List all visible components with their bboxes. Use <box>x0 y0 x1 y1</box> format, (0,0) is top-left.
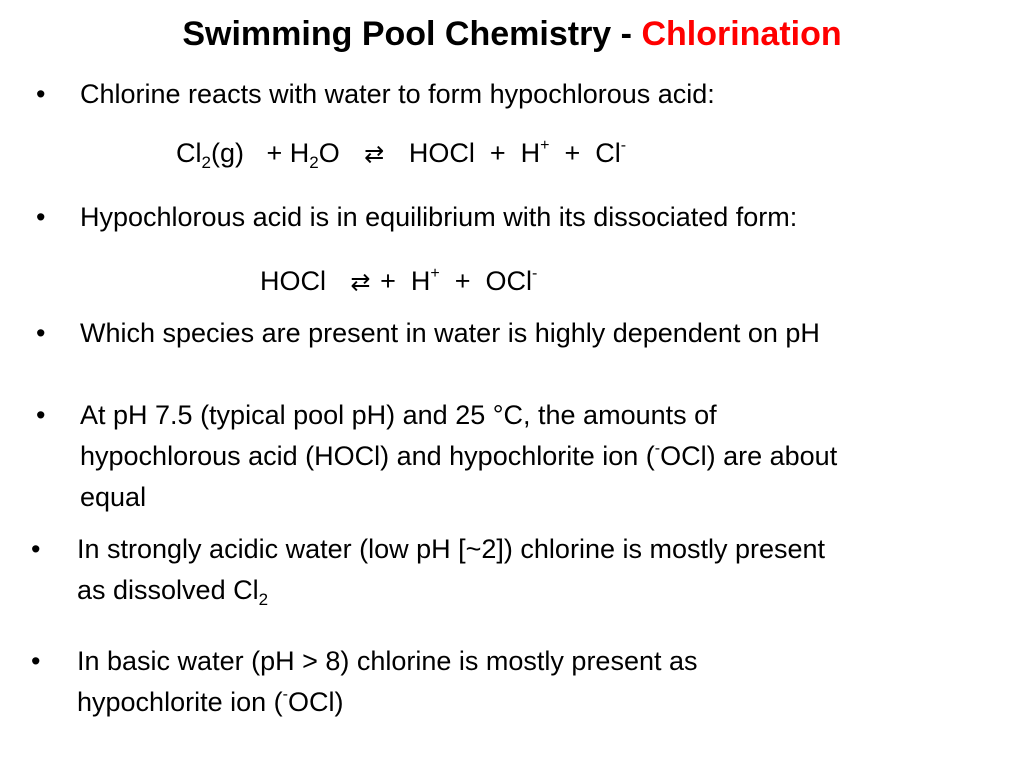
bullet-text-line1: In strongly acidic water (low pH [~2]) chlorine is mostly present <box>77 534 826 564</box>
bullet-text-line2 <box>77 570 268 611</box>
b6-line2-b: OCl) <box>287 687 344 717</box>
b5-line2: as dissolved Cl <box>77 575 259 605</box>
eq2-rhs1: + H <box>372 266 431 296</box>
bullet-text: Hypochlorous acid is in equilibrium with its dissociated form: <box>80 202 798 232</box>
bullet-text-line1: In basic water (pH > 8) chlorine is mostly present as <box>77 646 698 676</box>
eq1-cl-sub: 2 <box>201 153 211 172</box>
eq1-h-sub: 2 <box>309 153 319 172</box>
b4-line2-a: hypochlorous acid (HOCl) and hypochlorite ion ( <box>80 441 655 471</box>
title-accent: Chlorination <box>641 15 842 53</box>
bullet-dot: • <box>31 646 41 676</box>
equilibrium-arrow-icon: ⇄ <box>350 269 371 296</box>
eq1-g-h: (g) + H <box>210 138 310 168</box>
bullet-text: Which species are present in water is highly dependent on pH <box>80 318 820 348</box>
eq1-o: O <box>318 138 363 168</box>
b4-line2-b: OCl) are about <box>660 441 838 471</box>
eq1-rhs2: + Cl <box>549 138 621 168</box>
eq2-h-sup: + <box>430 265 440 282</box>
bullet-dot: • <box>36 400 46 430</box>
eq2-lhs: HOCl <box>260 266 349 296</box>
b6-line2-sup: - <box>282 686 288 703</box>
bullet-dot: • <box>36 79 46 109</box>
bullet-text-line3: equal <box>80 482 147 512</box>
bullet-dot: • <box>31 534 41 564</box>
bullet-dot: • <box>36 202 46 232</box>
eq2-ocl-sup: - <box>532 265 538 282</box>
slide-title <box>0 12 1024 56</box>
bullet-dot: • <box>36 318 46 348</box>
eq1-rhs1: HOCl + H <box>386 138 541 168</box>
eq1-cl-sup: - <box>620 137 627 154</box>
eq1-cl: Cl <box>176 138 202 168</box>
equation-chlorine-water <box>176 133 626 175</box>
bullet-text-line2 <box>80 436 837 477</box>
bullet-text: Chlorine reacts with water to form hypochlorous acid: <box>80 79 715 109</box>
bullet-text-line2 <box>77 682 343 723</box>
b5-line2-sub: 2 <box>258 590 269 609</box>
equilibrium-arrow-icon: ⇄ <box>364 141 385 168</box>
eq1-h-sup: + <box>540 137 550 154</box>
bullet-text-line1: At pH 7.5 (typical pool pH) and 25 °C, the amounts of <box>80 400 717 430</box>
eq2-rhs2: + OCl <box>439 266 533 296</box>
title-main: Swimming Pool Chemistry - <box>182 15 642 53</box>
b6-line2-a: hypochlorite ion ( <box>77 687 283 717</box>
equation-hocl-dissociation <box>260 261 537 303</box>
b4-line2-sup: - <box>654 440 661 457</box>
